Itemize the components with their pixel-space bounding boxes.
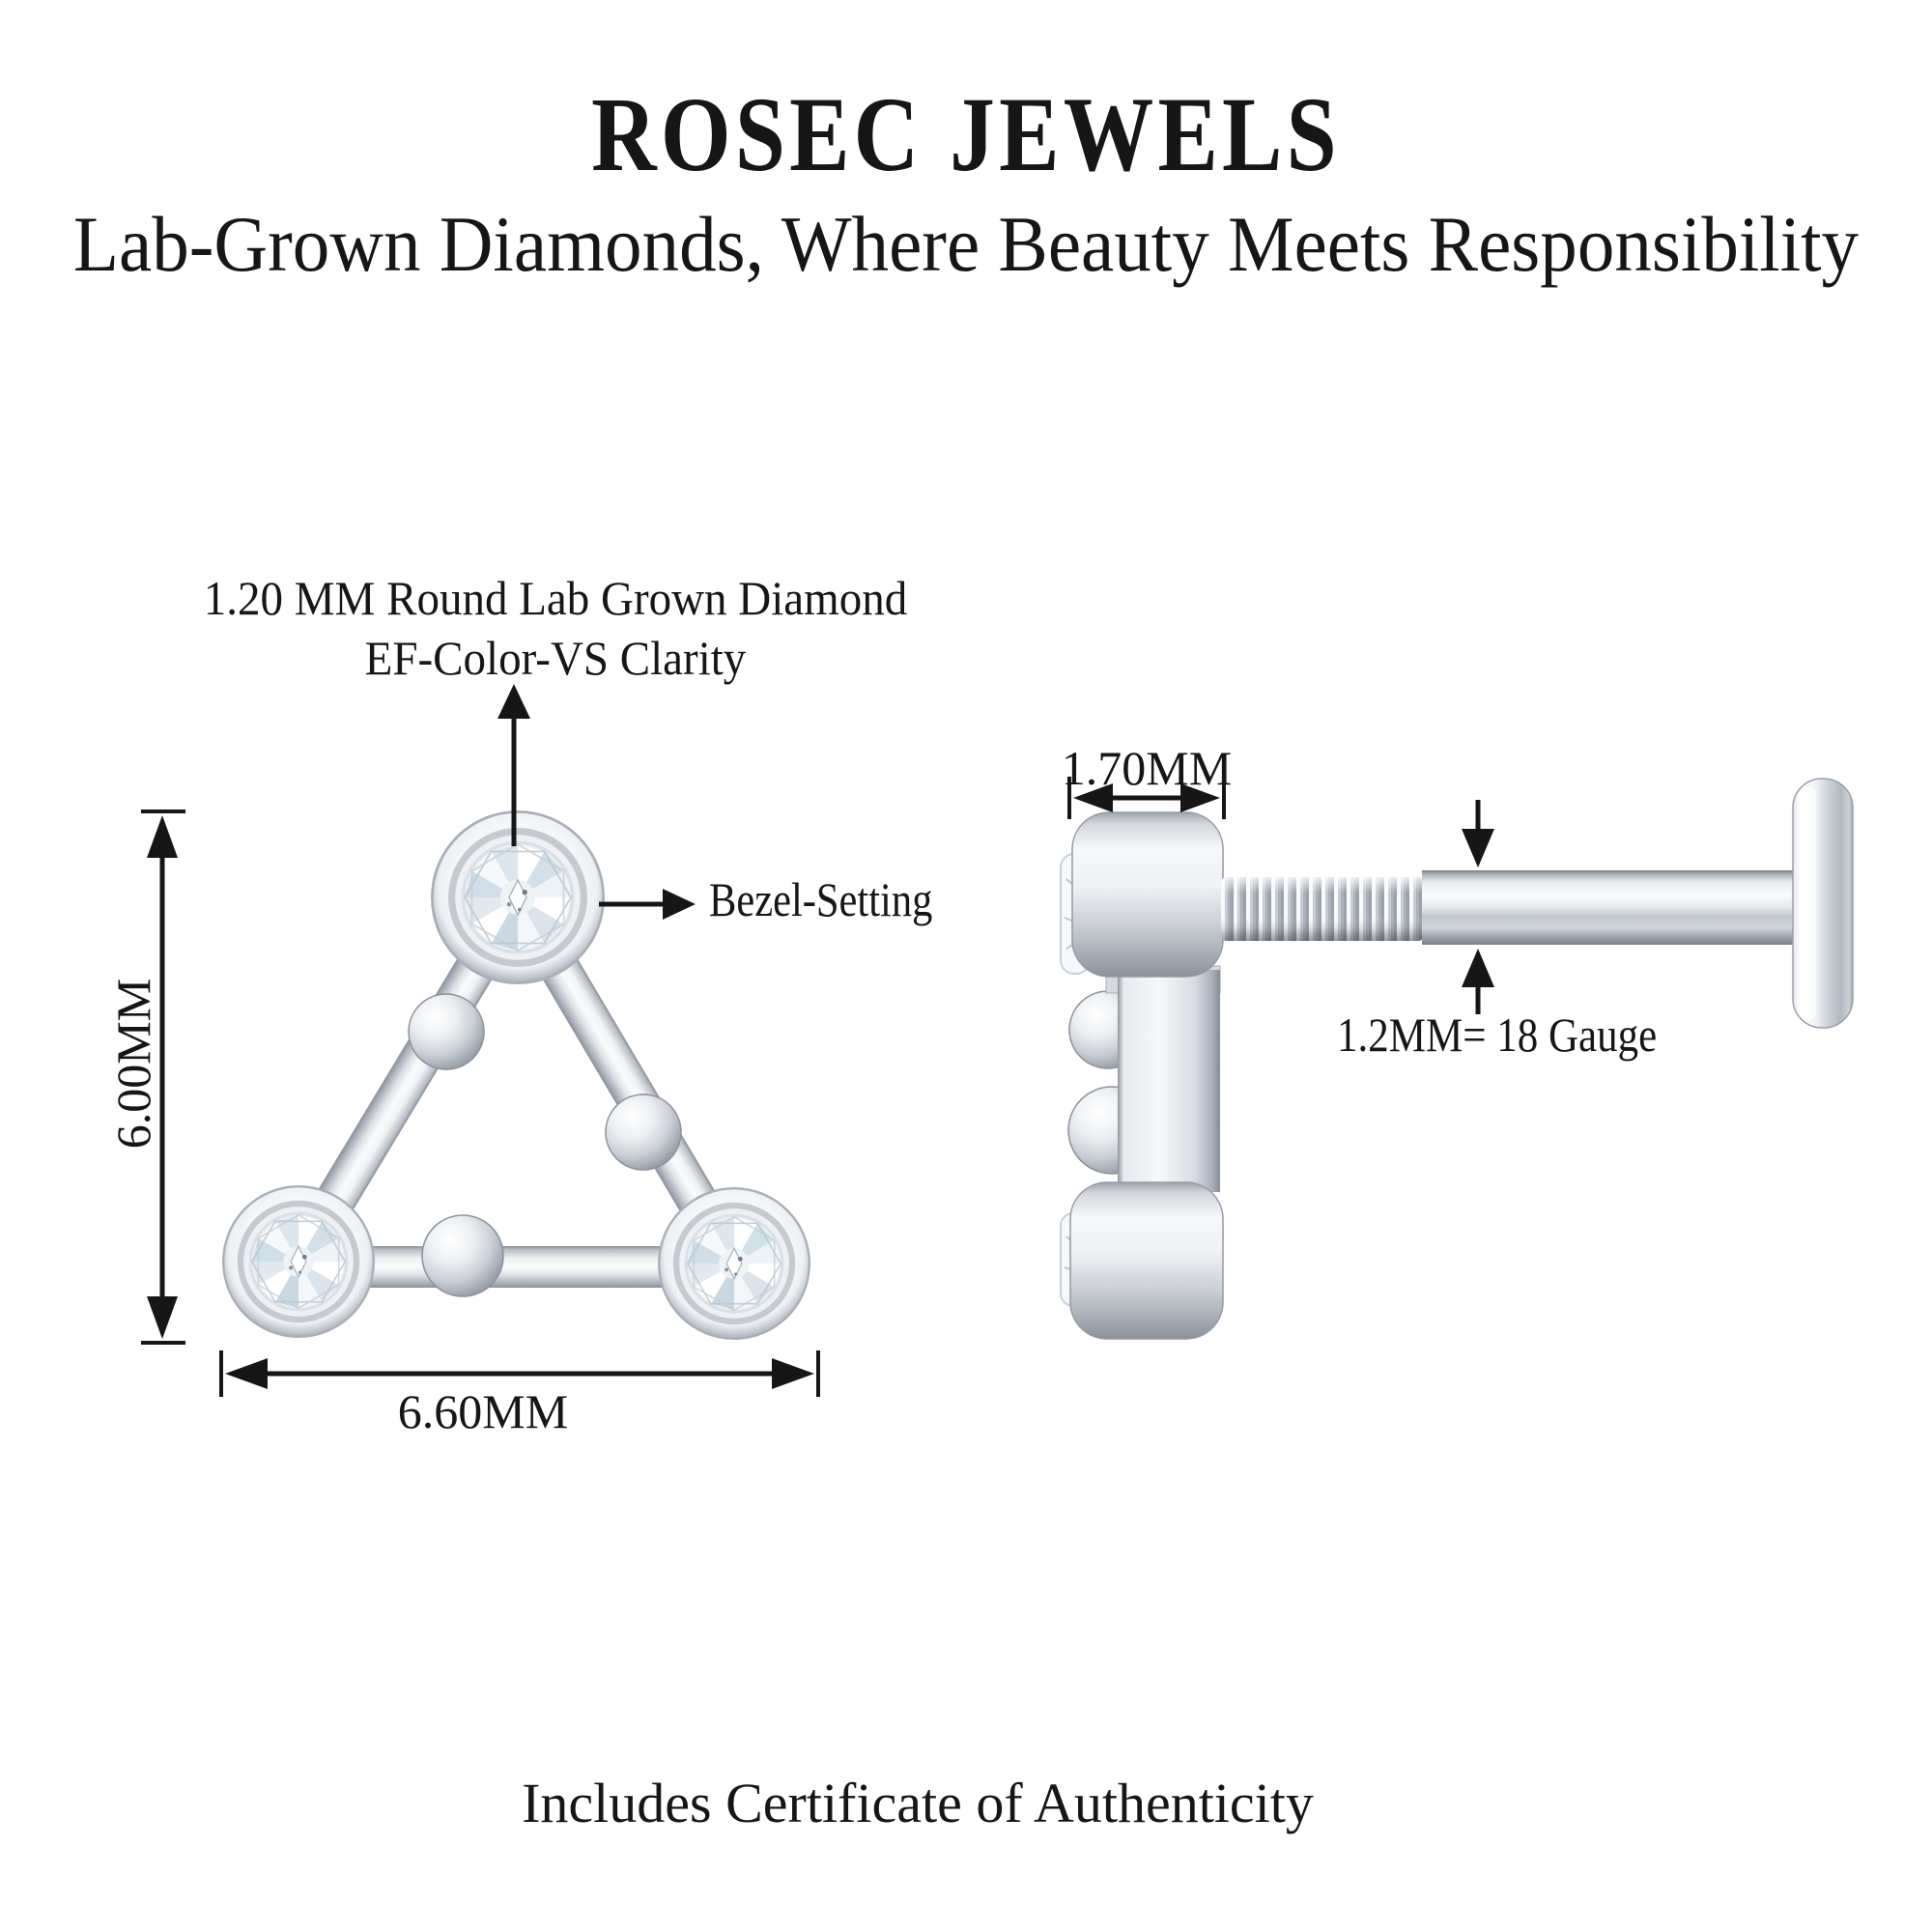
diamond-callout-line2: EF-Color-VS Clarity (364, 631, 747, 685)
bead (422, 1215, 503, 1296)
bead (409, 994, 484, 1069)
head-width-dimension-label: 1.70MM (1061, 741, 1233, 795)
brand-tagline: Lab-Grown Diamonds, Where Beauty Meets Responsibility (72, 200, 1860, 288)
height-dimension-label: 6.00MM (106, 978, 160, 1150)
connector-bar-right (535, 946, 723, 1224)
footer-note: Includes Certificate of Authenticity (522, 1772, 1314, 1834)
screw-thread (1221, 877, 1424, 941)
diamond-callout-line1: 1.20 MM Round Lab Grown Diamond (203, 571, 908, 625)
bead (606, 1094, 681, 1170)
brand-title: ROSEC JEWELS (591, 75, 1341, 193)
gauge-arrow-down-icon (1462, 800, 1494, 867)
connector-bar-bottom (333, 1246, 700, 1288)
bezel-setting-label: Bezel-Setting (709, 872, 933, 926)
gauge-arrow-up-icon (1462, 949, 1494, 1014)
diamond-callout-text (192, 568, 919, 688)
side-bar (1118, 970, 1220, 1192)
bottom-right-bezel-diamond (658, 1187, 810, 1340)
bezel-setting-arrow-icon (599, 889, 696, 920)
bottom-bezel-side (1070, 1182, 1223, 1339)
labret-post (1422, 870, 1797, 945)
connector-bar-left (311, 945, 500, 1222)
top-bezel-side (1072, 812, 1223, 977)
bottom-left-bezel-diamond (222, 1185, 375, 1338)
top-bezel-diamond (431, 810, 605, 984)
width-dimension-label: 6.60MM (397, 1384, 569, 1438)
gauge-label: 1.2MM= 18 Gauge (1337, 1008, 1658, 1062)
